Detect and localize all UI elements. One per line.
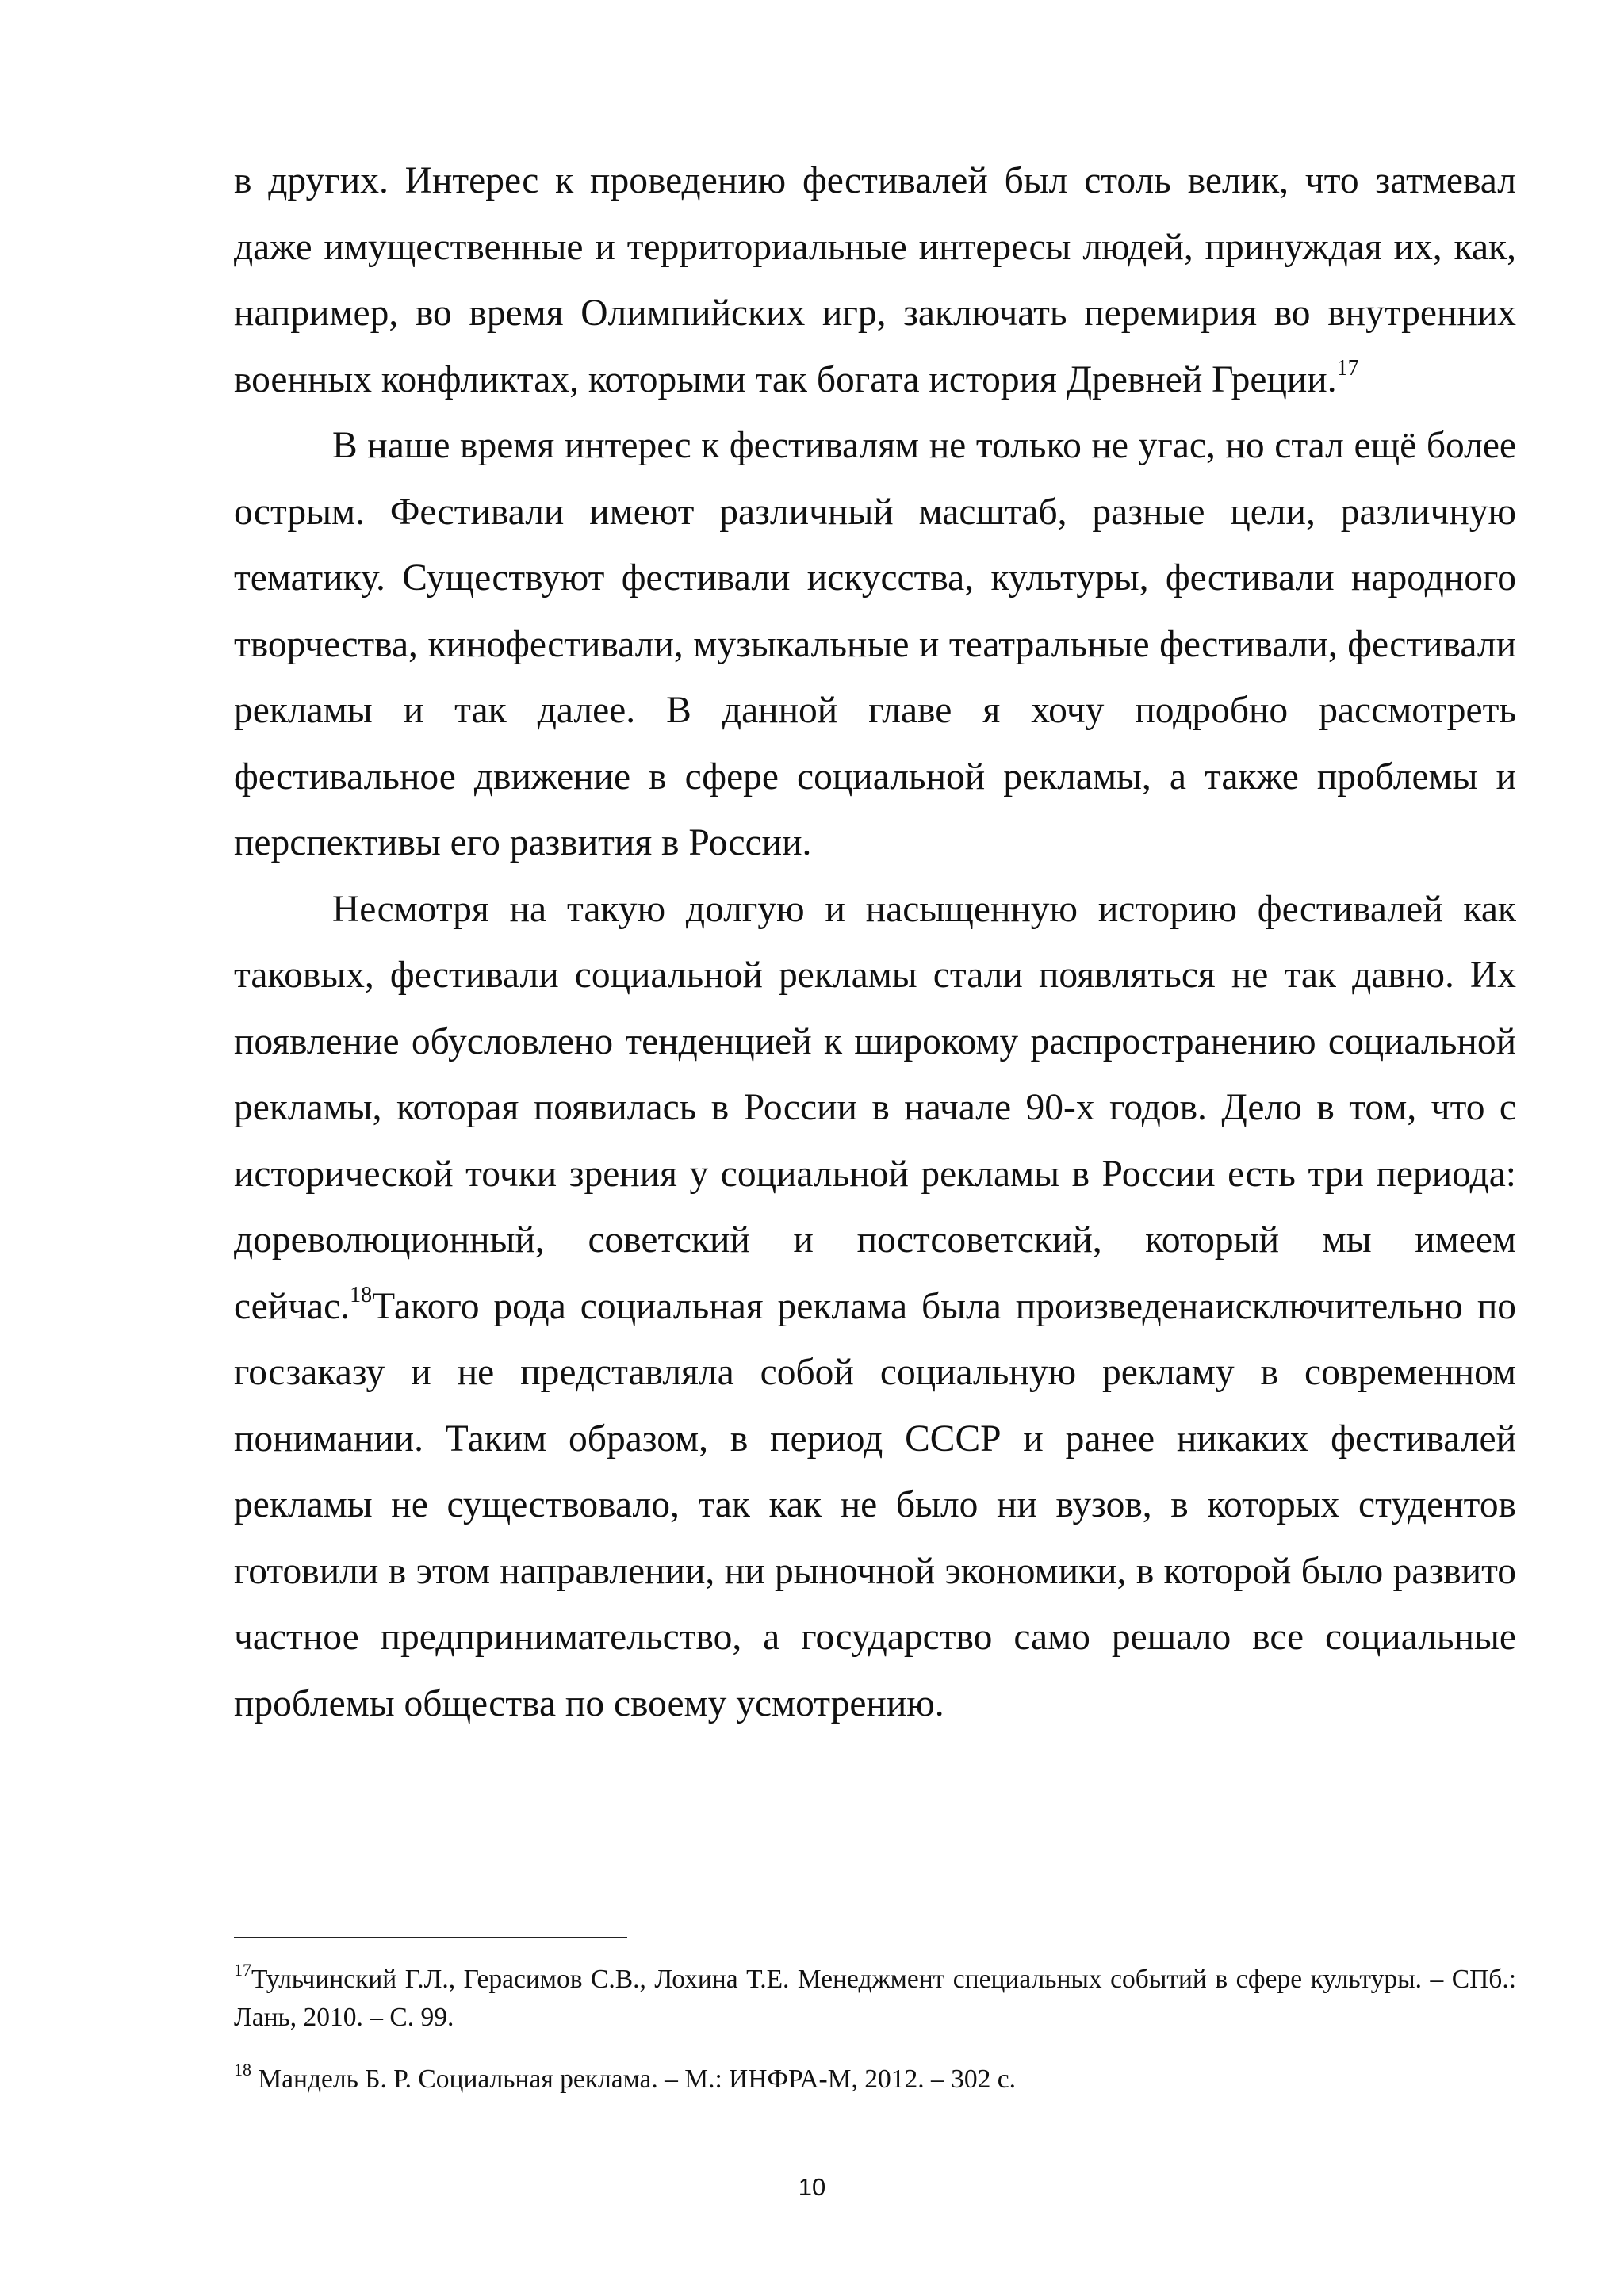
footnote-ref-17: 17 bbox=[1336, 355, 1359, 381]
footnotes bbox=[234, 1961, 1516, 2099]
footnote-number: 17 bbox=[234, 1960, 251, 1980]
footnote-text: Мандель Б. Р. Социальная реклама. – М.: ИНФРА-М, 2012. – 302 с. bbox=[251, 2064, 1016, 2094]
paragraph-2 bbox=[234, 413, 1516, 877]
footnote-18 bbox=[234, 2061, 1516, 2099]
paragraph-3-text-before: Несмотря на такую долгую и насыщенную историю фестивалей как таковых, фестивали социальной рекламы стали появляться не так давно. Их появление обусловлено тенденцией к широкому распространению социальной рекламы, которая появилась в России в начале 90-х годов. Дело в том, что с исторической точки зрения у социальной рекламы в России есть три периода: дореволюционный, советский и постсоветский, который мы имеем сейчас. bbox=[234, 888, 1516, 1327]
body-text bbox=[234, 148, 1516, 1737]
paragraph-1-text: в других. Интерес к проведению фестивалей был столь велик, что затмевал даже имущественные и территориальные интересы людей, принуждая их, как, например, во время Олимпийских игр, заключать перемирия во внутренних военных конфликтах, которыми так богата история Древней Греции. bbox=[234, 160, 1516, 400]
footnote-number: 18 bbox=[234, 2060, 251, 2080]
footnote-separator bbox=[234, 1937, 627, 1938]
footnote-text: Тульчинский Г.Л., Герасимов С.В., Лохина Т.Е. Менеджмент специальных событий в сфере культуры. – СПб.: Лань, 2010. – С. 99. bbox=[234, 1965, 1516, 2032]
footnote-17 bbox=[234, 1961, 1516, 2037]
paragraph-1 bbox=[234, 148, 1516, 413]
paragraph-2-text: В наше время интерес к фестивалям не только не угас, но стал ещё более острым. Фестивали имеют различный масштаб, разные цели, различную тематику. Существуют фестивали искусства, культуры, фестивали народного творчества, кинофестивали, музыкальные и театральные фестивали, фестивали рекламы и так далее. В данной главе я хочу подробно рассмотреть фестивальное движение в сфере социальной рекламы, а также проблемы и перспективы его развития в России. bbox=[234, 425, 1516, 863]
footnote-ref-18: 18 bbox=[350, 1282, 373, 1307]
paragraph-3 bbox=[234, 877, 1516, 1738]
page-number: 10 bbox=[798, 2173, 826, 2201]
paragraph-3-text-after: Такого рода социальная реклама была произведенаисключительно по госзаказу и не представляла собой социальную рекламу в современном понимании. Таким образом, в период СССР и ранее никаких фестивалей рекламы не существовало, так как не было ни вузов, в которых студентов готовили в этом направлении, ни рыночной экономики, в которой было развито частное предпринимательство, а государство само решало все социальные проблемы общества по своему усмотрению. bbox=[234, 1285, 1516, 1724]
